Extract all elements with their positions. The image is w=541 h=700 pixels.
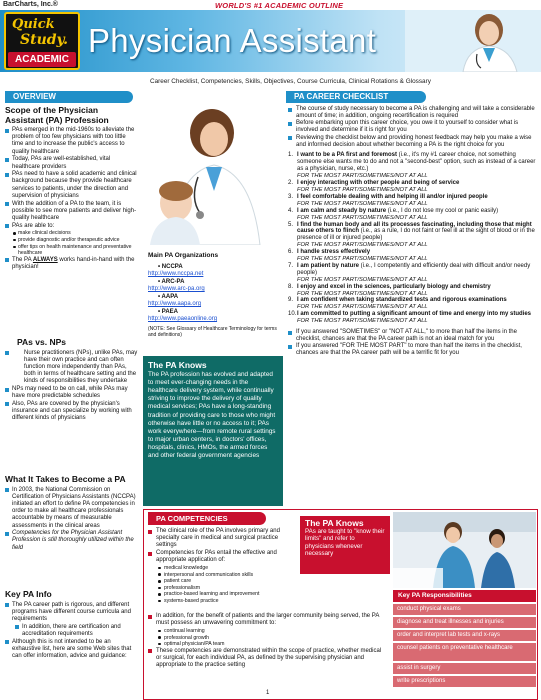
competencies-list-continued: [148, 613, 388, 670]
organizations-list: [148, 252, 283, 339]
list-item: These competencies are demonstrated within the scope of practice, whether medical or surgical, for each individual PA, as defined by the supervising physician and appropriate to the practice setting: [148, 648, 388, 670]
medical-staff-photo: [393, 512, 536, 588]
page-subtitle: Career Checklist, Competencies, Skills, Objectives, Course Curricula, Clinical Rotations & Glossary: [150, 78, 431, 85]
sub-list-item: systems-based practice: [148, 598, 298, 604]
doctor-patient-photo: [140, 95, 282, 245]
vs-title: PAs vs. NPs: [17, 337, 66, 347]
rating-scale: FOR THE MOST PART/SOMETIMES/NOT AT ALL: [297, 173, 428, 180]
sub-list-item: professionalism: [148, 585, 298, 591]
competencies-list: [148, 528, 298, 605]
responsibilities-list: [393, 604, 536, 689]
list-item: PAs emerged in the mid-1960s to alleviate the problem of too few physicians with too little time and to increase the public's access to quality healthcare: [5, 127, 138, 156]
org-link[interactable]: http://www.paeaonline.org: [148, 316, 218, 322]
checklist-item: [288, 297, 538, 311]
checklist-item: [288, 249, 538, 263]
checklist-item: [288, 263, 538, 284]
org-name-text: NCCPA: [161, 264, 183, 270]
org-link[interactable]: http://www.nccpa.net: [148, 271, 204, 277]
logo-line-1: Quick: [12, 17, 55, 32]
item-detail: (i.e., I do not lose my cool or panic easily): [386, 207, 499, 214]
rating-scale: FOR THE MOST PART/SOMETIMES/NOT AT ALL: [297, 290, 428, 297]
pa-knows-body: The PA profession has evolved and adapted to meet ever-changing needs in the healthcare delivery system, while continually striving to improve the delivery of quality medical services; PAs have a long-standing tradition of providing care to those who might otherwise have little or no access to it; PAs work everywhere—from remote rural settings to major urban centers, in doctors' offices, hospitals, clinics, HMOs, the armed forces and other federal government agencies: [148, 371, 276, 460]
item-statement: I enjoy and excel in the sciences, particularly biology and chemistry: [297, 283, 491, 290]
list-item: The PA career path is rigorous, and different programs have different course curricula and requirements: [5, 602, 138, 624]
org-name-text: PAEA: [161, 309, 179, 315]
item-number: 9.: [288, 297, 294, 304]
responsibility-row: counsel patients on preventative healthcare: [393, 643, 536, 661]
orgs-note: (NOTE: See Glossary of Healthcare Terminology for terms and definitions): [148, 326, 277, 338]
org-name-text: AAPA: [161, 294, 179, 300]
scope-section: [5, 106, 138, 272]
item-statement: I am committed to putting a significant amount of time and energy into my studies: [297, 311, 532, 318]
responsibility-row: conduct physical exams: [393, 604, 536, 615]
list-item: The course of study necessary to become a PA is challenging and will take a considerable amount of time; in addition, ongoing recertification is required: [288, 106, 538, 120]
checklist-item: [288, 152, 538, 180]
orgs-heading: Main PA Organizations: [148, 252, 219, 259]
pa-knows-heading: The PA Knows: [305, 518, 364, 528]
org-name: • AAPA: [158, 294, 179, 300]
info-section: [5, 590, 138, 661]
checklist-item: [288, 284, 538, 298]
quickstudy-logo: [4, 12, 80, 70]
list-item: If you answered "FOR THE MOST PART" to more than half the items in the checklist, chances are that the PA career path will be a terrific fit for you: [288, 343, 538, 357]
list-item: NPs may need to be on call, while PAs may have more predictable schedules: [5, 386, 138, 400]
sub-list-item: make clinical decisions: [5, 230, 138, 236]
checklist-item: [288, 194, 538, 208]
sub-list-item: provide diagnostic and/or therapeutic advice: [5, 237, 138, 243]
take-section: [5, 475, 138, 552]
vs-np-text: Nurse practitioners (NPs), unlike PAs, may have their own practice and can often function more independently than PAs, both in terms of healthcare setting and the kinds of responsibilities they undertake: [24, 349, 138, 385]
item-number: 8.: [288, 283, 294, 290]
list-item: Reviewing the checklist below and providing honest feedback may help you make a wise and informed decision about whether becoming a PA is the right choice for you: [288, 135, 538, 149]
responsibility-row: write prescriptions: [393, 676, 536, 687]
list-item: Competencies for the Physician Assistant Profession is still thoroughly utilized within the field: [5, 530, 138, 552]
list-item: [5, 350, 138, 386]
item-number: 2.: [288, 180, 294, 187]
responsibility-row: order and interpret lab tests and x-rays: [393, 630, 536, 641]
page-title: Physician Assistant: [88, 22, 377, 59]
header-doctor-photo: [405, 10, 541, 72]
rating-scale: FOR THE MOST PART/SOMETIMES/NOT AT ALL: [297, 200, 428, 207]
rating-scale: FOR THE MOST PART/SOMETIMES/NOT AT ALL: [297, 304, 428, 311]
rating-scale: FOR THE MOST PART/SOMETIMES/NOT AT ALL: [297, 276, 428, 283]
sub-list-item: offer tips on health maintenance and preventative healthcare: [5, 244, 138, 256]
responsibility-row: assist in surgery: [393, 663, 536, 674]
list-item: PAs need to have a solid academic and clinical background because they provide healthcare services to patients, under the direction and supervision of physicians: [5, 171, 138, 200]
item-number: 3.: [288, 193, 294, 200]
vs-section: [5, 338, 138, 423]
item-detail: (i.e., it's my #1 career choice, not something someone else wants me to do and not a "second-best" option, such as instead of a career as a physician, nurse, etc.): [297, 152, 536, 173]
checklist-item: [288, 208, 538, 222]
always-post: works hand-in-hand with the physician!: [12, 256, 135, 270]
always-pre: The PA: [12, 256, 33, 263]
item-detail: (i.e., as a rule, I do not faint or feel ill at the sight of blood or in the presence of ill or injured people): [297, 228, 535, 242]
career-checklist: [288, 106, 538, 358]
item-statement: I enjoy interacting with other people and being of service: [297, 180, 460, 187]
list-item: The clinical role of the PA involves primary and specialty care in medical and surgical practice settings: [148, 528, 298, 550]
tagline: WORLD'S #1 ACADEMIC OUTLINE: [215, 1, 344, 10]
overview-heading: OVERVIEW: [5, 91, 133, 103]
checklist-item: [288, 311, 538, 325]
sub-list-item: interpersonal and communication skills: [148, 572, 298, 578]
org-link[interactable]: http://www.aapa.org: [148, 301, 202, 307]
sub-list-item: optimal physician/PA team: [148, 641, 388, 647]
sub-list-item: practice-based learning and improvement: [148, 591, 298, 597]
org-name: • ARC-PA: [158, 279, 185, 285]
item-number: 6.: [288, 249, 294, 256]
scope-title: Scope of the Physician Assistant (PA) Profession: [5, 105, 109, 125]
org-name: • PAEA: [158, 309, 179, 315]
item-number: 1.: [288, 152, 294, 159]
org-name-text: ARC-PA: [161, 279, 185, 285]
item-detail: (i.e., I competently and efficiently deal with difficult and/or needy people): [297, 262, 531, 276]
item-number: 10.: [288, 311, 297, 318]
always-word: ALWAYS: [32, 256, 58, 263]
item-statement: I am calm and steady by nature: [297, 207, 387, 214]
pa-knows-body: PAs are taught to "know their limits" and refer to physicians whenever necessary: [305, 528, 385, 557]
list-item: Competencies for PAs entail the effective and appropriate application of:: [148, 550, 298, 564]
list-item: If you answered "SOMETIMES" or "NOT AT ALL," to more than half the items in the checklist, chances are that the PA career path is not an ideal match for you: [288, 329, 538, 343]
rating-scale: FOR THE MOST PART/SOMETIMES/NOT AT ALL: [297, 318, 428, 325]
list-item: In 2003, the National Commission on Certification of Physicians Assistants (NCCPA) initiated an effort to define PA competencies in order to make all healthcare professionals accountable by means of measurable assessments in the clinical areas: [5, 487, 138, 530]
responsibility-row: diagnose and treat illnesses and injuries: [393, 617, 536, 628]
item-statement: I want to be a PA first and foremost: [297, 152, 398, 159]
item-statement: I am confident when taking standardized tests and rigorous examinations: [297, 297, 507, 304]
sub-list-item: professional growth: [148, 635, 388, 641]
sub-list-item: continual learning: [148, 628, 388, 634]
list-item: Today, PAs are well-established, vital healthcare providers: [5, 156, 138, 170]
checklist-item: [288, 222, 538, 250]
org-link[interactable]: http://www.arc-pa.org: [148, 286, 205, 292]
list-item: In addition, there are certification and accreditation requirements: [15, 624, 138, 638]
item-statement: I find the human body and all its processes fascinating, including those that might cause others to flinch: [297, 221, 532, 235]
item-number: 4.: [288, 207, 294, 214]
pa-knows-heading: The PA Knows: [148, 360, 207, 370]
list-item: Although this is not intended to be an exhaustive list, here are some Web sites that can offer information, advice and guidance:: [5, 639, 138, 661]
rating-scale: FOR THE MOST PART/SOMETIMES/NOT AT ALL: [297, 256, 428, 263]
rating-scale: FOR THE MOST PART/SOMETIMES/NOT AT ALL: [297, 186, 428, 193]
logo-line-3: ACADEMIC: [8, 52, 76, 67]
item-statement: I feel comfortable dealing with and helping ill and/or injured people: [297, 193, 488, 200]
sub-list-item: medical knowledge: [148, 565, 298, 571]
logo-line-2: Study.: [20, 32, 68, 48]
responsibilities-heading: Key PA Responsibilities: [393, 590, 536, 602]
page-number: 1: [266, 690, 270, 696]
info-title: Key PA Info: [5, 589, 52, 599]
list-item: In addition, for the benefit of patients and the larger community being served, the PA must possess an unwavering commitment to:: [148, 613, 388, 627]
checklist-item: [288, 180, 538, 194]
list-item: PAs are able to:: [5, 223, 138, 230]
list-item: Before embarking upon this career choice, you owe it to yourself to consider what is involved and determine if it is right for you: [288, 120, 538, 134]
publisher-brand: BarCharts, Inc.®: [3, 1, 58, 8]
item-statement: I handle stress effectively: [297, 249, 371, 256]
header-banner: [0, 10, 541, 72]
pa-knows-box-red: [300, 516, 390, 574]
rating-scale: FOR THE MOST PART/SOMETIMES/NOT AT ALL: [297, 242, 428, 249]
checklist-items: [288, 152, 538, 325]
item-number: 7.: [288, 262, 294, 269]
list-item: With the addition of a PA to the team, it is possible to see more patients and deliver high-quality healthcare: [5, 201, 138, 223]
take-title: What It Takes to Become a PA: [5, 474, 126, 484]
list-item: Also, PAs are covered by the physician's insurance and can specialize by working with different kinds of physicians: [5, 401, 138, 423]
org-name: • NCCPA: [158, 264, 183, 270]
item-number: 5.: [288, 221, 294, 228]
list-item: [5, 257, 138, 271]
checklist-heading: PA CAREER CHECKLIST: [286, 91, 426, 103]
item-statement: I am patient by nature: [297, 262, 360, 269]
sub-list-item: patient care: [148, 578, 298, 584]
rating-scale: FOR THE MOST PART/SOMETIMES/NOT AT ALL: [297, 214, 428, 221]
pa-knows-box: [143, 356, 283, 506]
competencies-heading: PA COMPETENCIES: [148, 512, 266, 525]
